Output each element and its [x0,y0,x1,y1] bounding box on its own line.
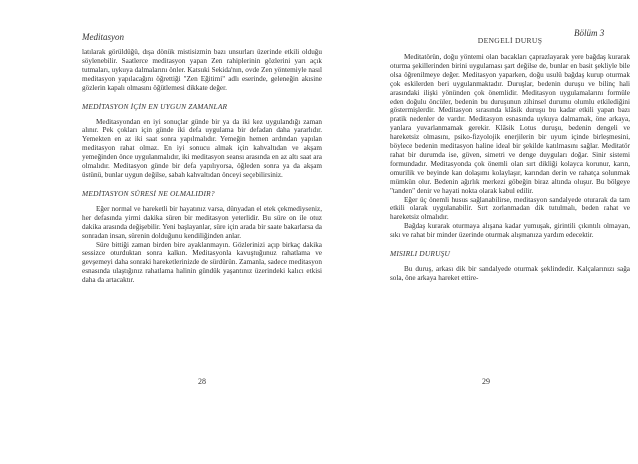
section-heading-egyptian-posture: MISIRLI DURUŞU [390,249,451,259]
left-column [82,48,322,285]
running-head-left: Meditasyon [82,32,124,42]
paragraph-duration-2: Süre bittiği zaman birden bire ayaklanmayın. Gözlerinizi açıp birkaç dakika sessizce oturduktan sonra kalkın. Meditasyonla kavuştuğunuz rahatlama ve gevşemeyi daha sonraki hareketlerinizde de sürdürün. Zamanla, sadece meditasyon esnasında ulaştığınız rahatlama halinin gündük yaşantınız üzerindeki kalıcı etkisi daha da artacaktır. [82,240,322,285]
page-number-left: 28 [198,377,206,386]
right-column [390,36,630,283]
paragraph-posture-2: Eğer üç önemli husus sağlanabilirse, meditasyon sandalyede oturarak da tam etkili olarak uygulanabilir. Sırt zorlanmadan dik tutulmalı, beden rahat ve hareketsiz olmalıdır. [390,195,630,222]
paragraph-best-times: Meditasyondan en iyi sonuçlar günde bir ya da iki kez uygulandığı zaman alınır. Pek çokları için günde iki defa uygulama bir defadan daha yararlıdır. Yemekten en az iki saat sonra yapılmalıdır. Yemeğin hemen ardından yapılan meditasyon rahat olmaz. En iyi sonucu almak için kahvaltıdan ve akşam yemeğinden önce uygulanmalıdır, iki meditasyon seansı arasında en az altı saat ara olmalıdır. Meditasyon günde bir defa yapılıyorsa, öğleden sonra ya da akşam üstünü, bunlar uygun değilse, sabah kahvaltıdan önceyi seçebilirsiniz. [82,117,322,179]
intro-paragraph: latılarak görüldüğü, dışa dönük mistisizmin bazı unsurları üzerinde etkili olduğu söylenebilir. Saatlerce meditasyon yapan Zen rahiplerinin gözlerini yarı açık tutmaları, uykuya dalmalarını önler. Katsuki Sekida'nın, ovde Zen yöntemiyle nasıl meditasyon yapılacağını öğrettiği "Zen Eğitimi" adlı eserinde, geleneğin akısine gözlerin kapalı olmasını öğütlemesi dikkate değer. [82,48,322,92]
running-head-right: Bölüm 3 [574,28,605,38]
right-page [338,0,638,464]
section-heading-duration: MEDİTASYON SÜRESİ NE OLMALIDIR? [82,188,215,198]
paragraph-egyptian-posture: Bu duruş, arkası dik bir sandalyede oturmak şeklindedir. Kalçalarınızı sağa sola, öne arkaya hareket ettire- [390,265,630,282]
section-heading-balanced-posture: DENGELİ DURUŞ [477,36,543,45]
paragraph-posture-3: Bağdaş kurarak oturmaya alışana kadar yumuşak, girintili çıkıntılı olmayan, sıkı ve rahat bir minder üzerinde oturmak alışmanıza yardım edecektir. [390,222,630,240]
page-number-right: 29 [482,377,490,386]
section-heading-best-times: MEDİTASYON İÇİN EN UYGUN ZAMANLAR [82,101,228,111]
paragraph-duration-1: Eğer normal ve hareketli bir hayatınız varsa, dünyadan el etek çekmediyseniz, her defasında yirmi dakika süren bir meditasyon yeterlidir. Bu süre on ile otuz dakika arasında değişebilir. Yeni başlayanlar, süre için arada bir saate bakarlarsa da sonradan insan, sürenin dolduğunu kendiliğinden anlar. [82,204,322,240]
paragraph-posture-1: Meditatörün, doğu yöntemi olan bacakları çaprazlayarak yere bağdaş kurarak oturma şekillerinden birini uygulaması şart değilse de, bunlar en basit şekliyle bile olsa öğrenilmeye değer. Meditasyon yaparken, doğu usulü bağdaş kurup oturmak çok eskilerden beri uygulanmaktadır. Duruşlar, bedenin duruşu ve bilinç hali arasındaki ilişki yönünden çok önemlidir. Meditasyon uygulamalarını formüle eden doğulu öncüler, bedenin bu duruşunun zihinsel durumu olumlu etkilediğini göstermişlerdir. Meditasyon sırasında klâsik duruşu bu kadar etkili yapan bazı pratik nedenler de vardır. Meditasyon esnasında uykuya dalmamak, öne arkaya, yanlara yuvarlanmamak gerekir. Klâsik Lotus duruşu, bedenin dengeli ve hareketsiz olmasını, psiko-fizyolojik enerjilerin bir uyum içinde birleşmesini, böylece bedenin meditasyon haline ideal bir şekilde katılmasını sağlar. Meditatör rahat bir durumda ise, güven, simetri ve denge duyguları doğar. Sinir sistemi formundadır. Meditasyonda çok önemli olan sırt dikliği kolayca korunur, karın, omurilik ve beyinde kan dolaşımı kolaylaşır, karından derin ve rahatça solunmak mümkün olur. Bedenin ağırlık merkezi göbeğin biraz altında oluşur. Bu bölgeye "tanden" denir ve hayati nokta olarak kabul edilir. [390,53,630,195]
